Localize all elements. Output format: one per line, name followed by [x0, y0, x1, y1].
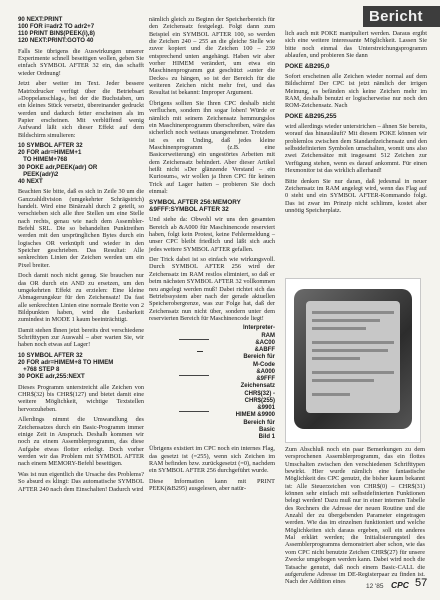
memory-map-row: [149, 369, 275, 376]
paragraph: Dieses Programm unterstreicht alle Zeichen von CHR$(32) bis CHR$(127) und bietet damit eine weitere Möglichkeit, wichtige Textstellen hervorzuheben.: [18, 383, 144, 413]
screen-text-line: [312, 349, 388, 352]
monitor-photo: [285, 278, 421, 443]
memory-map-label: CHR$(255): [244, 397, 275, 404]
memory-map-row: [149, 340, 275, 347]
memory-map-label: Basic: [258, 426, 275, 433]
memory-map-row: [149, 325, 275, 332]
paragraph: Falls Sie übrigens die Auswirkungen unserer Experimente schnell beseitigen wollen, geben Sie einfach SYMBOL AFTER 32 ein, das schafft wieder Ordnung!: [18, 47, 144, 77]
code-line: 20 FOR adr=HIMEM+1: [18, 149, 82, 157]
memory-map-row: [149, 362, 275, 369]
memory-marker: [197, 351, 203, 352]
paragraph: Bitte denken Sie nur daran, daß jedesmal in neuer Zeichensatz im RAM angelegt wird, wenn das Flag auf 0 steht und ein SYMBOL AFTER-Kommando folgt. Das ist zwar im Prinzip nicht schlimm, kostet aber unnötig Speicherplatz.: [285, 177, 427, 215]
screen-text-line: [312, 341, 394, 344]
screen-text-line: [312, 311, 394, 314]
memory-map-row: [149, 354, 275, 361]
paragraph: Zum Abschluß noch ein paar Bemerkungen zu dem versprochenen Assemblerprogramm, das ein flottes Umschalten zwischen den verschiedenen Schrifttypen bewirkt. Hier wurde nämlich eine fantastische Möglichkeit des CPC genutzt, die bisher kaum bekannt ist: Alle Steuerzeichen von CHR$(0) – CHR$(31) können sehr einfach mit selbstdefinierten Funktionen belegt werden! Dazu muß nur in einer internen Tabelle des Rechners die Adresse der neuen Routine und die Anzahl der zu übergebenden Parameter eingetragen werden. Wie das im einzelnen funktioniert und welche Möglichkeiten sich daraus ergeben, soll ein anderes Mal erklärt werden; die Initialisierungsteil des Assemblerprogramms demonstriert aber schon, wie das vom CPC nicht benutzte Zeichen CHR$(27) für unsere Zwecke umgebogen werden kann. Dabei wird noch die Tatsache genutzt, daß noch einem Basic-CALL die aufgerufene Adresse im DE-Registerpaar zu finden ist. Nach der Addition eines: [285, 446, 425, 586]
memory-map-label: Interpreter-: [242, 325, 275, 332]
screen-text-line: [312, 319, 380, 322]
paragraph: Beachten Sie bitte, daß es sich in Zeile 30 um die Ganzzahldivision (umgekehrter Schrägstrich) handelt. Wird eine Binärzahl durch 2 geteilt, so verschieben sich alle ihre Stellen um eine Stelle nach rechts, genau wie nach dem Assembler-Befehl SRL. Die so behandelten Punktreihen werden mit den ursprünglichen Bytes durch ein logisches OR verknüpft und wieder in den Speicher geschrieben. Das Resultat: Alle senkrechten Linien der Zeichen werden um ein Pixel breiter.: [18, 188, 144, 269]
memory-map-label: &9901: [257, 405, 275, 412]
code-line: 100 FOR i=adr2 TO adr2+7: [18, 23, 95, 31]
code-line: 120 NEXT:PRINT:GOTO 40: [18, 37, 94, 45]
magazine-logo: CPC: [391, 580, 409, 590]
screen-text-line: [312, 379, 374, 382]
code-line: +768 STEP 8: [18, 366, 60, 374]
memory-map-label: Bereich für: [243, 354, 275, 361]
memory-map-label: &9FFF: [256, 376, 275, 383]
memory-map-row: [149, 398, 275, 405]
code-listing-2: [18, 142, 144, 185]
paragraph: Und siehe da: Obwohl wir uns den gesamten Bereich ab &A000 für Maschinencode reserviert haben, folgt kein Protest, keine Fehlermeldung – unser CPC bleibt friedlich und läßt sich auch jedes weitere SYMBOL AFTER gefallen.: [149, 216, 275, 253]
code-listing-3: [18, 352, 144, 380]
paragraph: lich auch mit POKE manipuliert werden. Daraus ergibt sich eine weitere interessante Möglichkeit. Lassen Sie bitte noch einmal das Unterstreichungsprogramm ablaufen, und probieren Sie dann: [285, 30, 427, 60]
paragraph: Übrigens existiert im CPC noch ein internes Flag, das gesetzt ist (=255), wenn sich Zeichen im RAM befinden bzw. zurückgesetzt (=0), nachdem ein SYMBOL AFTER 256 durchgeführt wurde.: [149, 445, 275, 475]
code-line: 10 SYMBOL AFTER 32: [18, 142, 83, 150]
memory-map-label: HIMEM &9900: [235, 412, 275, 419]
screen-text-line: [312, 393, 350, 396]
screen-text-line: [312, 327, 366, 330]
memory-map-row: [149, 427, 275, 434]
memory-map-label: Zeichensatz: [240, 383, 275, 390]
paragraph: wird allerdings wieder unterstrichen – ähnen Sie bereits, worauf das hinausläuft? Mit diesem POKE können wir problemlos zwischen dem Standardzeichensatz und den selbstdefinierten Symbolen umschalten, womit uns also zwei Zeichensätze mit insgesamt 512 Zeichen zur Verfügung stehen, wenn es darauf ankommt. Für einen Hexmonitor ist das wirklich allerhand!: [285, 123, 427, 175]
memory-map-row: [149, 383, 275, 390]
issue-date: 12 '85: [366, 583, 384, 590]
code-line: 110 PRINT BIN$(PEEK(i),8): [18, 30, 95, 38]
code-heading: POKE &B295,255: [285, 112, 337, 120]
memory-map-row: [149, 391, 275, 398]
memory-map-label: CHR$(32) -: [244, 390, 275, 397]
memory-map-row: [149, 434, 275, 441]
memory-map-row: [149, 405, 275, 412]
paragraph: Doch damit noch nicht genug. Sie brauchen nur das OR durch ein AND zu ersetzen, um den umgekehrten Effekt zu erzielen: Eine kleine Abmagerungskur für den Zeichensatz! Da fast alle senkrechten Linien eine normale Breite von 2 Bildpunkten haben, wird die Lesbarkeit zumindest in MODE 1 kaum beeinträchtigt.: [18, 272, 144, 324]
paragraph: Der Trick dabei ist so einfach wie wirkungsvoll. Durch SYMBOL AFTER 256 wird der Zeichensatz im RAM restlos eliminiert, so daß er beim nächsten SYMBOL AFTER 32 vollkommen neu angelegt werden muß! Dabei richtet sich das Betriebssystem aber nach der gerade aktuellen Speicherobergrenze, was zur Folge hat, daß der Zeichensatz nun nicht über, sondern unter dem reservierten Bereich für Maschinencode liegt!: [149, 256, 275, 322]
code-line: 90 NEXT:PRINT: [18, 16, 63, 23]
monitor-screen: [306, 301, 400, 413]
memory-map-label: &A000: [256, 368, 275, 375]
code-listing-1: [18, 16, 144, 44]
memory-map-row: [149, 333, 275, 340]
section-header: Bericht: [363, 6, 440, 27]
code-line: PEEK(adr)\2: [18, 170, 59, 178]
memory-map-label: &ABFF: [254, 347, 275, 354]
code-line: 20 FOR adr=HIMEM+8 TO HIMEM: [18, 359, 114, 367]
memory-map-row: [149, 420, 275, 427]
figure-caption: Bild 1: [258, 434, 275, 441]
code-heading: SYMBOL AFTER 256:MEMORY &9FFF:SYMBOL AFTER 32: [149, 198, 241, 213]
paragraph: nämlich gleich zu Beginn der Speicherbereich für den Zeichensatz festgelegt. Folgt dann zum Beispiel ein SYMBOL AFTER 100, so werden die Zeichen 240 – 255 an die gleiche Stelle wie zuvor kopiert und die Zeichen 100 – 239 entsprechend unten angehängt. Haben wir aber vorher HIMEM verändert, um etwa ein Maschinenprogramm gut geschützt »unter die Decke« zu hängen, so ist der Bereich für die weiteren Zeichen nicht mehr frei, und das Resultat ist bekannt: Improper Argument.: [149, 16, 275, 97]
code-line: 40 NEXT: [18, 177, 43, 185]
memory-map-label: RAM: [261, 332, 275, 339]
paragraph: Sofort erscheinen alle Zeichen wieder normal auf dem Bildschirm! Der CPC ist jetzt nämlich der irrigen Meinung, es befänden sich keine Zeichen mehr im RAM, deshalb benutzt er logischerweise nur noch den ROM-Zeichensatz. Nach: [285, 72, 427, 110]
memory-map-label: M-Code: [253, 361, 275, 368]
code-line: 10 SYMBOL AFTER 32: [18, 352, 83, 359]
code-heading: POKE &B295,0: [285, 62, 330, 70]
paragraph: Übrigens sollten Sie Ihren CPC deshalb nicht verfluchen, sondern ihn sogar loben! Würde er nämlich mit seinem Zeichensatz hemmungslos ein Maschinenprogramm überschreiben, wäre das sicherlich noch weitaus unangenehmer. Trotzdem ist es ein Unding, daß jedes kleine Maschinenprogramm (z.B. eine Basicerweiterung) ein ungestörtes Arbeiten mit dem Zeichensatz behindert. Aber dieser Artikel heißt nicht »Der glänzende Verstand – ein Kuriosum«, wir wollen ja Ihren CPC für keinen Trick auf Lager hatten – probieren Sie doch einmal:: [149, 99, 275, 196]
paragraph: Damit stehen Ihnen jetzt bereits drei verschiedene Schrifttypen zur Auswahl – aber warten Sie, wir haben noch etwas auf Lager!: [18, 326, 144, 349]
memory-map-figure: [149, 325, 275, 441]
memory-map-label: Bereich für: [243, 419, 275, 426]
column-2: [149, 16, 275, 586]
memory-map-row: [149, 347, 275, 354]
paragraph: Jetzt aber weiter im Text. Jeder bessere Matrixdrucker verfügt über die Betriebsart »Doppelanschlag«, bei der die Buchstaben, um ein kleines Stück versetzt, übereinander gedruckt werden und dadurch fetter erscheinen als im Papier erscheinen. Mit verblüffend wenig Aufwand läßt sich dieser Effekt auf dem Bildschirm simulieren:: [18, 80, 144, 139]
code-line: TO HIMEM+768: [18, 156, 68, 164]
paragraph: Allerdings nimmt die Umwandlung des Zeichensatzes durch ein Basic-Programm immer einige Zeit in Anspruch. Deshalb kommen wir noch zu einem Assemblerprogramm, das diese Aufgabe etwas flotter erledigt. Doch vorher werden wir das Problem mit SYMBOL AFTER nach einem MEMORY-Befehl beseitigen.: [18, 416, 144, 468]
paragraph: Was ist nun eigentlich die Ursache des Problems? So absurd es klingt: Das automatische SYMBOL AFTER 240 nach dem Einschalten! Dadurch wird: [18, 470, 144, 493]
paragraph: Diese Information kann mit PRINT PEEK(&B295) ausgelesen, aber natür-: [149, 477, 275, 493]
code-line: 30 POKE adr,255:NEXT: [18, 373, 85, 381]
memory-map-label: &AC00: [255, 339, 275, 346]
column-3: [285, 30, 427, 276]
screen-text-line: [312, 357, 360, 360]
monitor-image: [294, 289, 412, 429]
memory-map-row: [149, 412, 275, 419]
page-number: 57: [415, 577, 428, 589]
screen-text-line: [312, 371, 394, 374]
memory-map-row: [149, 376, 275, 383]
column-1: [18, 16, 144, 586]
code-line: 30 POKE adr,PEEK(adr) OR: [18, 163, 98, 171]
